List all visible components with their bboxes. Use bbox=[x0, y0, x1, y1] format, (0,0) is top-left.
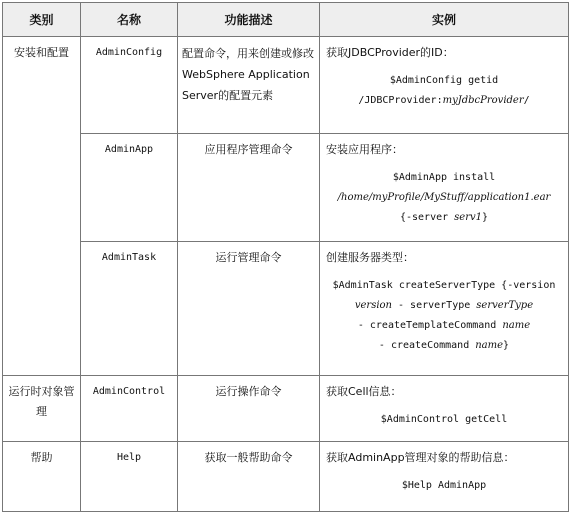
name-cell bbox=[81, 442, 178, 512]
category-help: 帮助 bbox=[30, 451, 53, 464]
header-name: 名称 bbox=[81, 3, 178, 37]
example-code: $AdminApp install /home/myProfile/MyStuff/application1.ear {-server serv1} bbox=[337, 172, 551, 223]
description-cell bbox=[178, 134, 320, 242]
example-title: 获取JDBCProvider的ID： bbox=[326, 46, 454, 59]
command-description: 获取一般帮助命令 bbox=[204, 451, 293, 464]
category-runtime: 运行时对象管理 bbox=[8, 385, 75, 418]
example-cell bbox=[320, 134, 569, 242]
command-name: Help bbox=[116, 452, 142, 463]
command-name: AdminConfig bbox=[95, 47, 163, 58]
example-title: 获取Cell信息： bbox=[326, 385, 402, 398]
header-description: 功能描述 bbox=[178, 3, 320, 37]
example-code: $AdminConfig getid /JDBCProvider:myJdbcProvider/ bbox=[358, 75, 530, 106]
name-cell bbox=[81, 242, 178, 376]
name-cell bbox=[81, 37, 178, 134]
example-title: 安装应用程序： bbox=[326, 143, 403, 156]
table-row bbox=[3, 242, 569, 376]
table-row bbox=[3, 376, 569, 442]
header-example: 实例 bbox=[320, 3, 569, 37]
table-row bbox=[3, 134, 569, 242]
example-code: $AdminControl getCell bbox=[380, 414, 508, 425]
description-cell bbox=[178, 37, 320, 134]
name-cell bbox=[81, 134, 178, 242]
category-cell bbox=[3, 376, 81, 442]
description-cell bbox=[178, 442, 320, 512]
description-cell bbox=[178, 242, 320, 376]
example-code: $AdminTask createServerType {-version version - serverType serverType - createTemplateCommand name - createCommand name} bbox=[332, 280, 556, 351]
table-row bbox=[3, 37, 569, 134]
command-name: AdminTask bbox=[101, 252, 157, 263]
name-cell bbox=[81, 376, 178, 442]
header-row bbox=[3, 3, 569, 37]
header-category: 类别 bbox=[3, 3, 81, 37]
table-row bbox=[3, 442, 569, 512]
command-name: AdminControl bbox=[92, 386, 166, 397]
category-install-config: 安装和配置 bbox=[14, 46, 69, 59]
example-title: 创建服务器类型： bbox=[326, 251, 414, 264]
category-cell bbox=[3, 37, 81, 376]
example-title: 获取AdminApp管理对象的帮助信息： bbox=[326, 451, 515, 464]
example-cell bbox=[320, 376, 569, 442]
category-cell bbox=[3, 442, 81, 512]
command-name: AdminApp bbox=[104, 144, 154, 155]
example-cell bbox=[320, 442, 569, 512]
command-description: 运行管理命令 bbox=[215, 251, 282, 264]
command-table bbox=[2, 2, 569, 512]
example-cell bbox=[320, 242, 569, 376]
command-description: 配置命令，用来创建或修改 WebSphere Application Server的配置元素 bbox=[182, 47, 314, 102]
example-code: $Help AdminApp bbox=[401, 480, 487, 491]
command-description: 应用程序管理命令 bbox=[204, 143, 293, 156]
description-cell bbox=[178, 376, 320, 442]
command-description: 运行操作命令 bbox=[215, 385, 282, 398]
example-cell bbox=[320, 37, 569, 134]
